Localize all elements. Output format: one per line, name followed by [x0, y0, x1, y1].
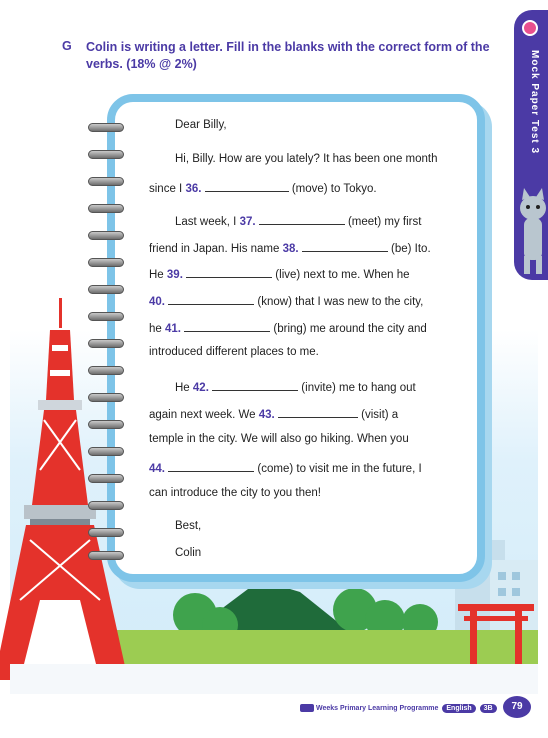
- letter-greeting: Dear Billy,: [175, 119, 227, 131]
- line-text: (bring) me around the city and: [270, 323, 427, 335]
- side-tab-label: Mock Paper Test 3: [529, 50, 540, 155]
- ring-icon: [88, 312, 124, 321]
- question-instructions: Colin is writing a letter. Fill in the blanks with the correct form of the verbs. (18% @ 2%): [86, 40, 490, 71]
- answer-blank-41[interactable]: [184, 320, 270, 332]
- ring-icon: [88, 285, 124, 294]
- footer-subject: English: [442, 704, 475, 713]
- question-letter: G: [62, 39, 72, 53]
- blank-number: 37.: [239, 216, 256, 228]
- answer-blank-43[interactable]: [278, 406, 358, 418]
- letter-notebook: [107, 94, 485, 582]
- answer-blank-36[interactable]: [205, 180, 289, 192]
- ring-icon: [88, 528, 124, 537]
- answer-blank-39[interactable]: [186, 266, 272, 278]
- blank-number: 40.: [149, 296, 165, 308]
- line-text: (visit) a: [357, 409, 399, 421]
- blank-number: 39.: [166, 269, 183, 281]
- answer-blank-42[interactable]: [212, 379, 298, 391]
- line-text: he: [149, 323, 165, 335]
- ring-icon: [88, 231, 124, 240]
- blank-number: 42.: [192, 382, 209, 394]
- letter-line: [175, 213, 421, 228]
- line-text: (meet) my first: [344, 216, 422, 228]
- ring-icon: [88, 258, 124, 267]
- page-number: 79: [503, 696, 531, 718]
- footer-branding: [300, 704, 497, 713]
- line-text: friend in Japan. His name: [149, 243, 283, 255]
- letter-closing: Best,: [175, 520, 202, 532]
- ring-icon: [88, 474, 124, 483]
- ring-icon: [88, 123, 124, 132]
- line-text: again next week. We: [149, 409, 259, 421]
- answer-blank-38[interactable]: [302, 240, 388, 252]
- letter-line: [149, 406, 398, 421]
- line-text: since I: [149, 183, 186, 195]
- letter-line: [175, 379, 416, 394]
- ring-icon: [88, 366, 124, 375]
- line-text: (live) next to me. When he: [272, 269, 410, 281]
- footer-level: 3B: [480, 704, 497, 713]
- line-text: can introduce the city to you then!: [149, 487, 321, 499]
- ring-icon: [88, 447, 124, 456]
- ring-icon: [88, 501, 124, 510]
- line-text: (come) to visit me in the future, I: [254, 463, 422, 475]
- ring-icon: [88, 150, 124, 159]
- letter-line: [175, 153, 438, 165]
- letter-line: [149, 433, 409, 445]
- ring-icon: [88, 393, 124, 402]
- line-text: (be) Ito.: [387, 243, 431, 255]
- line-text: (move) to Tokyo.: [288, 183, 377, 195]
- letter-line: [149, 460, 422, 475]
- blank-number: 38.: [282, 243, 299, 255]
- line-text: temple in the city. We will also go hiking. When you: [149, 433, 409, 445]
- letter-line: [149, 293, 423, 308]
- line-text: (know) that I was new to the city,: [254, 296, 424, 308]
- blank-number: 36.: [185, 183, 202, 195]
- answer-blank-44[interactable]: [168, 460, 254, 472]
- blank-number: 43.: [258, 409, 275, 421]
- answer-blank-37[interactable]: [259, 213, 345, 225]
- ring-icon: [88, 551, 124, 560]
- line-text: Hi, Billy. How are you lately? It has been one month: [175, 153, 438, 165]
- ring-icon: [88, 177, 124, 186]
- letter-line: [149, 266, 410, 281]
- line-text: Last week, I: [175, 216, 240, 228]
- line-text: introduced different places to me.: [149, 346, 319, 358]
- letter-line: [149, 487, 321, 499]
- blank-number: 41.: [165, 323, 181, 335]
- blank-number: 44.: [149, 463, 165, 475]
- ring-icon: [88, 204, 124, 213]
- letter-line: [149, 180, 377, 195]
- ring-icon: [88, 420, 124, 429]
- footer-brand: Weeks Primary Learning Programme: [316, 705, 439, 712]
- programme-logo-icon: [300, 704, 314, 712]
- line-text: He: [149, 269, 167, 281]
- letter-line: [149, 346, 319, 358]
- ring-icon: [88, 339, 124, 348]
- line-text: He: [175, 382, 193, 394]
- answer-blank-40[interactable]: [168, 293, 254, 305]
- letter-signature: Colin: [175, 547, 202, 559]
- letter-line: [149, 240, 431, 255]
- letter-line: [149, 320, 427, 335]
- line-text: (invite) me to hang out: [298, 382, 416, 394]
